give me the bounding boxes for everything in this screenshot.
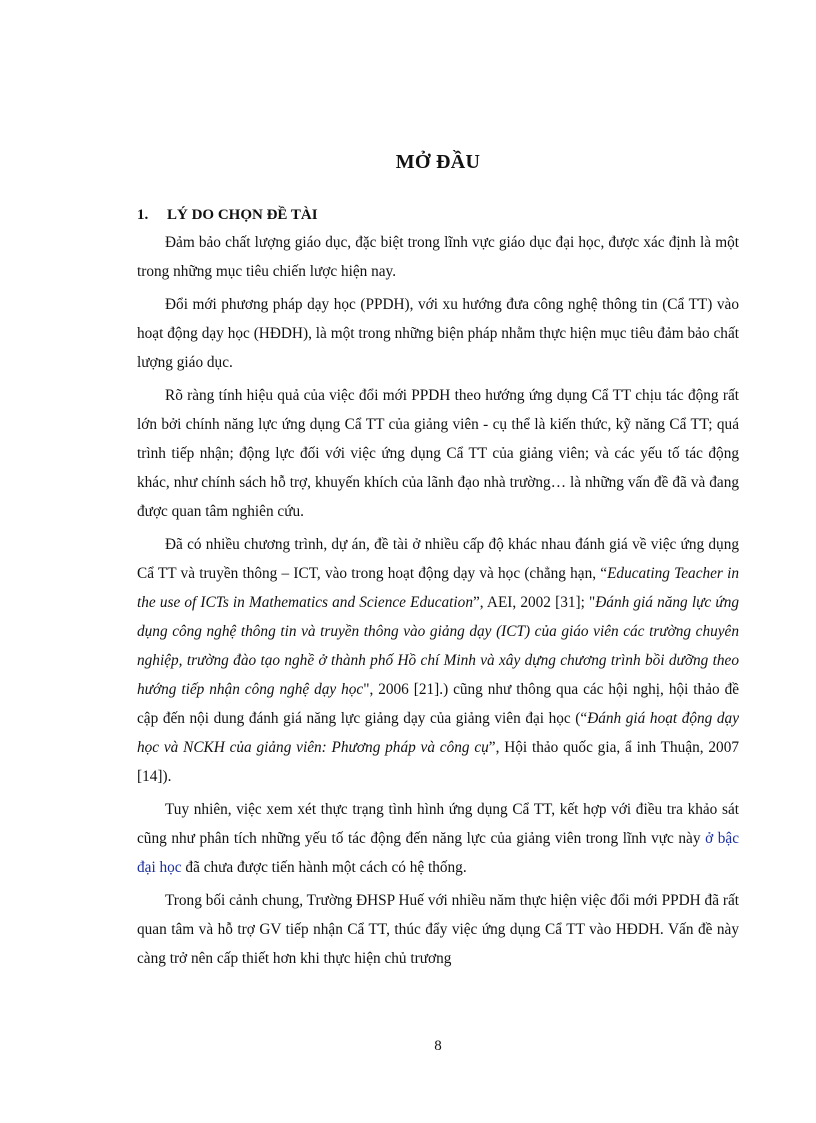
- paragraph-5-text-a: Tuy nhiên, việc xem xét thực trạng tình hình ứng dụng Cẩ TT, kết hợp với điều tra khảo sát cũng như phân tích những yếu tố tác động đến năng lực của giảng viên trong lĩnh vực này: [137, 801, 739, 847]
- paragraph-5: [137, 795, 739, 882]
- paragraph-5-text-b: đã chưa được tiến hành một cách có hệ thống.: [181, 859, 467, 876]
- paragraph-4: [137, 530, 739, 791]
- paragraph-1: Đảm bảo chất lượng giáo dục, đặc biệt trong lĩnh vực giáo dục đại học, được xác định là một trong những mục tiêu chiến lược hiện nay.: [137, 234, 739, 280]
- document-title: MỞ ĐẦU: [395, 151, 481, 173]
- paragraph-4-text-e: ", 2006 [21].) cũng như thông qua các hội nghị, hội thảo đề cập đến nội dung đánh giá năng lực giảng dạy của giảng viên đại học (“: [137, 681, 740, 727]
- body-text: [137, 228, 739, 977]
- paragraph-4-text-a: Đã có nhiều chương trình, dự án, đề tài ở nhiều cấp độ khác nhau đánh giá về việc ứng dụng Cẩ TT và truyền thông – ICT, vào trong hoạt động dạy và học (chẳng hạn, “: [137, 536, 739, 582]
- section-number: 1.: [137, 207, 149, 223]
- section-heading: [137, 202, 318, 228]
- paragraph-6: Trong bối cảnh chung, Trường ĐHSP Huế với nhiều năm thực hiện việc đổi mới PPDH đã rất quan tâm và hỗ trợ GV tiếp nhận Cẩ TT, thúc đẩy việc ứng dụng Cẩ TT vào HĐDH. Vấn đề này càng trở nên cấp thiết hơn khi thực hiện chủ trương: [137, 892, 739, 967]
- paragraph-3: Rõ ràng tính hiệu quả của việc đổi mới PPDH theo hướng ứng dụng Cẩ TT chịu tác động rất lớn bởi chính năng lực ứng dụng Cẩ TT của giảng viên - cụ thể là kiến thức, kỹ năng Cẩ TT; quá trình tiếp nhận; động lực đối với việc ứng dụng Cẩ TT của giảng viên; và các yếu tố tác động khác, như chính sách hỗ trợ, khuyến khích của lãnh đạo nhà trường… là những vấn đề đã và đang được quan tâm nghiên cứu.: [137, 387, 739, 520]
- highlighted-link[interactable]: ở bậc đại học: [137, 830, 739, 876]
- section-heading-text: LÝ DO CHỌN ĐỀ TÀI: [167, 207, 318, 223]
- paragraph-2: Đổi mới phương pháp dạy học (PPDH), với xu hướng đưa công nghệ thông tin (Cẩ TT) vào hoạt động dạy học (HĐDH), là một trong những biện pháp nhằm thực hiện mục tiêu đảm bảo chất lượng giáo dục.: [137, 296, 739, 371]
- citation-title-conference: Đánh giá hoạt động dạy học và NCKH của giảng viên: Phương pháp và công cụ: [137, 710, 739, 756]
- page-number: 8: [434, 1038, 442, 1054]
- document-page: [137, 0, 739, 1123]
- paragraph-4-text-c: ”, AEI, 2002 [31]; ": [472, 594, 596, 611]
- citation-title-aei: Educating Teacher in the use of ICTs in Mathematics and Science Education: [137, 565, 739, 611]
- citation-title-ict-evaluation: Đánh giá năng lực ứng dụng công nghệ thông tin và truyền thông vào giảng dạy (ICT) của giáo viên các trường chuyên nghiệp, trường đào tạo nghề ở thành phố Hồ chí Minh và xây dựng chương trình bồi dưỡng theo hướng tiếp nhận công nghệ dạy học: [137, 594, 740, 698]
- paragraph-4-text-g: ”, Hội thảo quốc gia, ẩ inh Thuận, 2007 [14]).: [137, 739, 739, 785]
